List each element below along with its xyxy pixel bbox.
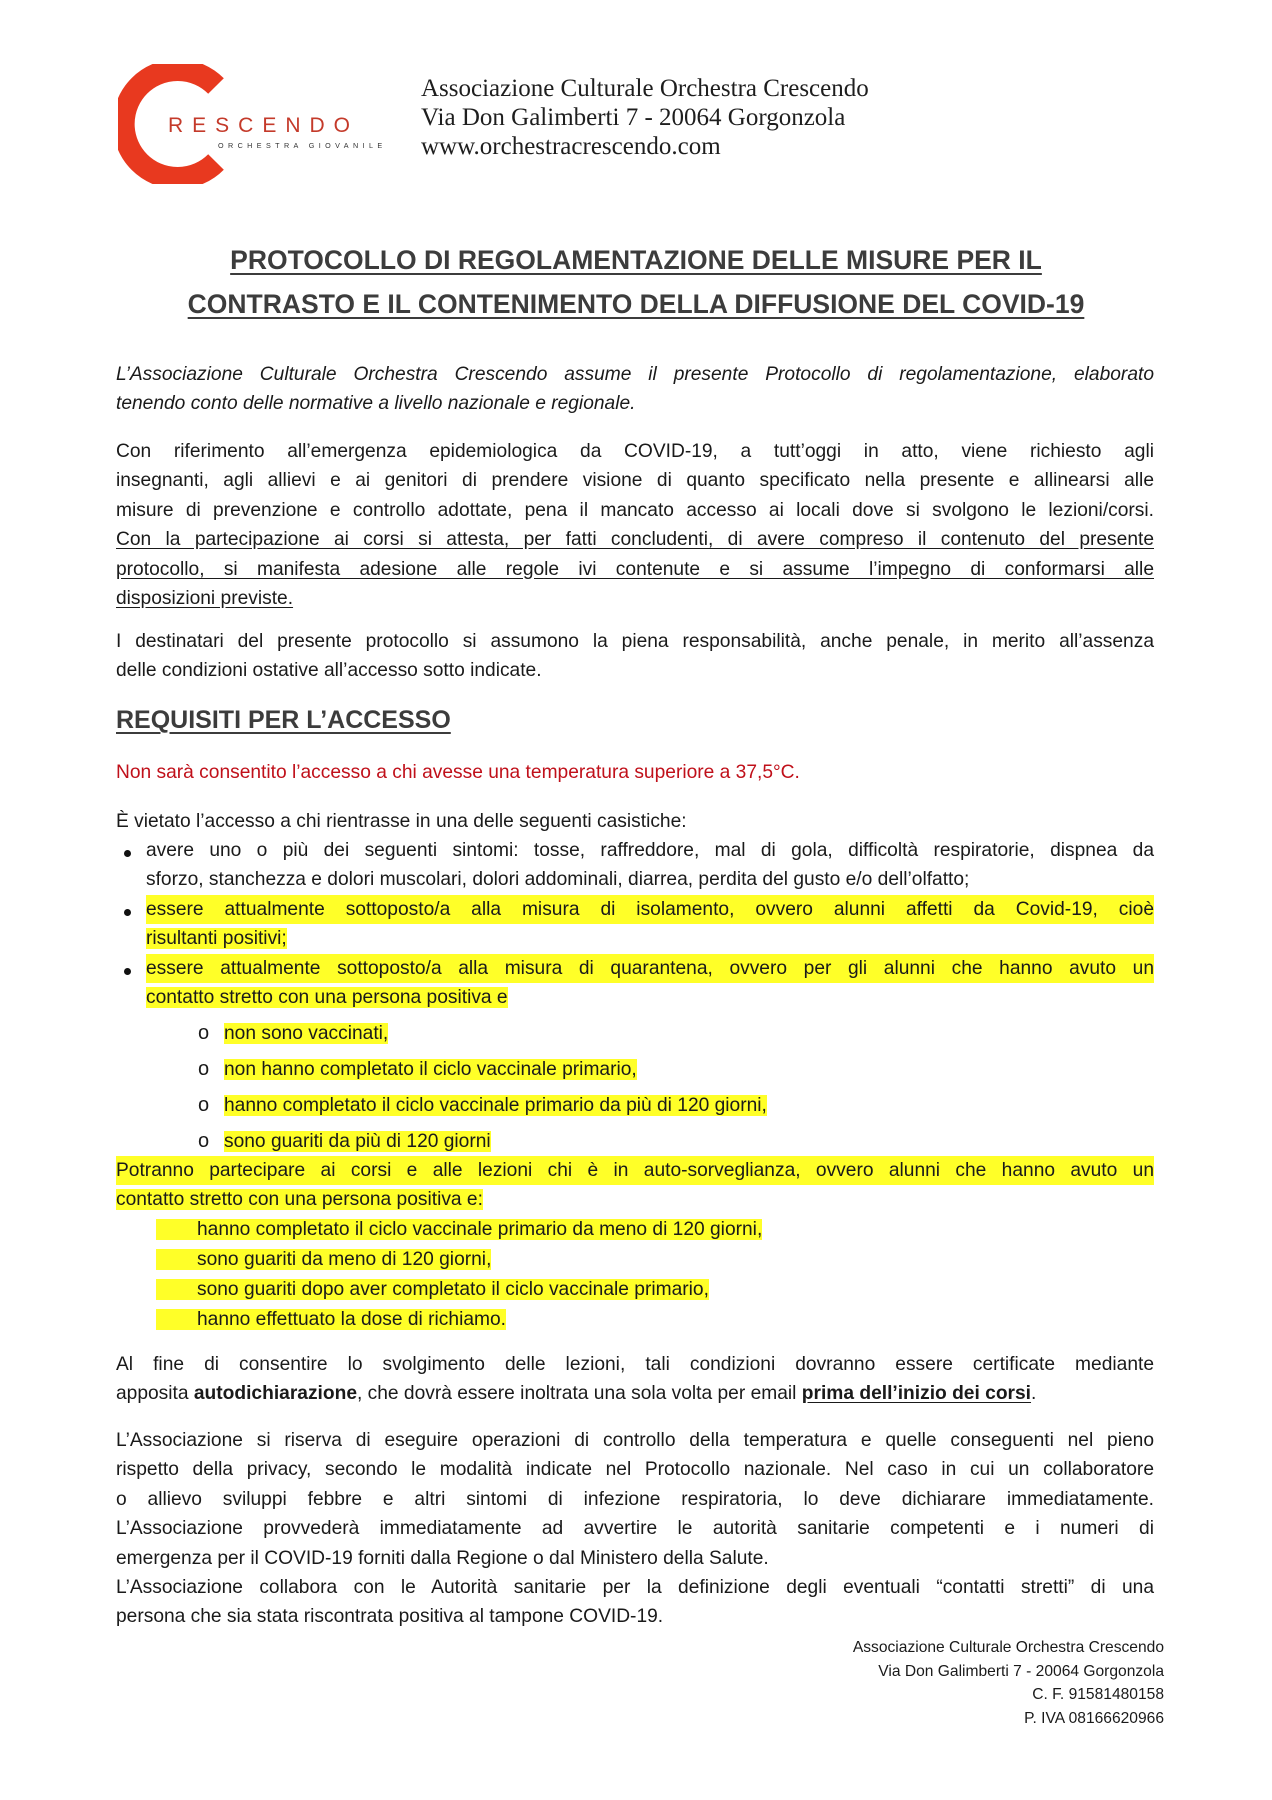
- paragraph-line: delle condizioni ostative all’accesso sotto indicate.: [116, 660, 542, 682]
- paragraph-line: misure di prevenzione e controllo adottate, pena il mancato accesso ai locali dove si svolgono le lezioni/corsi.: [116, 499, 1154, 521]
- sub-bullet-text: sono guariti da più di 120 giorni: [224, 1131, 491, 1152]
- paragraph-line-underlined: disposizioni previste.: [116, 588, 294, 610]
- title-line-1: PROTOCOLLO DI REGOLAMENTAZIONE DELLE MISURE PER IL: [230, 245, 1042, 275]
- logo-letters: RESCENDO: [168, 114, 360, 137]
- paragraph-line-underlined: Con la partecipazione ai corsi si attesta, per fatti concludenti, di avere compreso il contenuto del presente: [116, 529, 1154, 551]
- crescendo-logo: [118, 64, 398, 184]
- paragraph-line: Con riferimento all’emergenza epidemiologica da COVID-19, a tutt’oggi in atto, viene richiesto agli: [116, 441, 1154, 462]
- autodichiarazione-text: autodichiarazione: [193, 1383, 357, 1405]
- temperature-warning: Non sarà consentito l’accesso a chi avesse una temperatura superiore a 37,5°C.: [116, 762, 800, 783]
- header-website: www.orchestracrescendo.com: [421, 133, 721, 160]
- paragraph-line: emergenza per il COVID-19 forniti dalla Regione o dal Ministero della Salute.: [116, 1547, 769, 1569]
- paragraph-line: L’Associazione collabora con le Autorità sanitarie per la definizione degli eventuali “contatti stretti” di una: [116, 1577, 1154, 1599]
- header-address: [421, 74, 869, 161]
- footer-piva: P. IVA 08166620966: [1024, 1709, 1164, 1727]
- section-title: REQUISITI PER L’ACCESSO: [116, 706, 451, 734]
- allowed-bullet-text: sono guariti da meno di 120 giorni,: [156, 1249, 491, 1270]
- sub-bullet-marker: o: [198, 1094, 210, 1116]
- sub-bullet-text: hanno completato il ciclo vaccinale primario da più di 120 giorni,: [224, 1095, 767, 1116]
- header-org-name: Associazione Culturale Orchestra Crescendo: [421, 75, 869, 102]
- bullet-dot: [124, 909, 131, 916]
- paragraph-line: insegnanti, agli allievi e ai genitori di prendere visione di quanto specificato nella presente e allinearsi alle: [116, 470, 1154, 492]
- intro-line: tenendo conto delle normative a livello nazionale e regionale.: [116, 393, 636, 415]
- allowed-text: contatto stretto con una persona positiva e:: [116, 1189, 483, 1210]
- paragraph-line-underlined: protocollo, si manifesta adesione alle regole ivi contenute e si assume l’impegno di conformarsi alle: [116, 558, 1154, 580]
- sub-bullet-text: non sono vaccinati,: [224, 1023, 389, 1044]
- allowed-bullet-text: sono guariti dopo aver completato il ciclo vaccinale primario,: [156, 1279, 709, 1300]
- allowed-text: Potranno partecipare ai corsi e alle lezioni chi è in auto-sorveglianza, ovvero alunni che hanno avuto un: [116, 1156, 1154, 1185]
- bullet-dot: [124, 850, 131, 857]
- footer-street: Via Don Galimberti 7 - 20064 Gorgonzola: [878, 1662, 1164, 1680]
- paragraph-line: L’Associazione provvederà immediatamente ad avvertire le autorità sanitarie competenti e i numeri di: [116, 1518, 1154, 1540]
- logo-subtitle: ORCHESTRA GIOVANILE: [218, 141, 387, 150]
- footer-org: Associazione Culturale Orchestra Crescendo: [852, 1639, 1164, 1656]
- bullet-text-highlighted: essere attualmente sottoposto/a alla misura di quarantena, ovvero per gli alunni che hanno avuto un: [146, 954, 1154, 983]
- paragraph-line: rispetto della privacy, secondo le modalità indicate nel Protocollo nazionale. Nel caso in cui un collaboratore: [116, 1459, 1154, 1481]
- allowed-bullet-text: hanno completato il ciclo vaccinale primario da meno di 120 giorni,: [156, 1219, 762, 1240]
- sub-bullet-marker: o: [198, 1022, 210, 1044]
- paragraph-line: Al fine di consentire lo svolgimento delle lezioni, tali condizioni dovranno essere certificate mediante: [116, 1354, 1154, 1375]
- control-paragraph: [116, 1426, 1154, 1632]
- paragraph-line: I destinatari del presente protocollo si assumono la piena responsabilità, anche penale, in merito all’assenza: [116, 631, 1154, 652]
- emergency-paragraph: [116, 437, 1154, 613]
- responsibility-paragraph: [116, 627, 1154, 686]
- title-line-2: CONTRASTO E IL CONTENIMENTO DELLA DIFFUSIONE DEL COVID-19: [187, 289, 1085, 319]
- paragraph-line: L’Associazione si riserva di eseguire operazioni di controllo della temperatura e quelle conseguenti nel pieno: [116, 1430, 1154, 1451]
- sub-bullet-marker: o: [198, 1130, 210, 1152]
- bullet-dot: [124, 968, 131, 975]
- paragraph-line: persona che sia stata riscontrata positiva al tampone COVID-19.: [116, 1606, 664, 1628]
- bullet-text: avere uno o più dei seguenti sintomi: tosse, raffreddore, mal di gola, difficoltà respiratorie, dispnea da: [146, 840, 1154, 861]
- forbidden-intro: È vietato l’accesso a chi rientrasse in una delle seguenti casistiche:: [116, 811, 687, 832]
- bullet-text-highlighted: essere attualmente sottoposto/a alla misura di isolamento, ovvero alunni affetti da Covid-19, cioè: [146, 895, 1154, 924]
- bullet-text-highlighted: contatto stretto con una persona positiva e: [146, 987, 508, 1008]
- certification-paragraph: [116, 1350, 1154, 1409]
- paragraph-line: apposita autodichiarazione, che dovrà essere inoltrata una sola volta per email prima dell’inizio dei corsi.: [116, 1383, 1037, 1405]
- deadline-text: prima dell’inizio dei corsi: [801, 1383, 1032, 1405]
- header-street: Via Don Galimberti 7 - 20064 Gorgonzola: [421, 104, 846, 131]
- footer-address: [853, 1636, 1164, 1730]
- intro-line: L’Associazione Culturale Orchestra Crescendo assume il presente Protocollo di regolamentazione, elaborato: [116, 364, 1154, 385]
- bullet-text-highlighted: risultanti positivi;: [146, 928, 287, 949]
- sub-bullet-text: non hanno completato il ciclo vaccinale primario,: [224, 1059, 637, 1080]
- footer-cf: C. F. 91581480158: [1032, 1686, 1164, 1703]
- document-title: [60, 238, 1212, 326]
- sub-bullet-marker: o: [198, 1058, 210, 1080]
- intro-paragraph: [116, 360, 1154, 419]
- bullet-text: sforzo, stanchezza e dolori muscolari, dolori addominali, diarrea, perdita del gusto e/o dell’olfatto;: [146, 869, 970, 890]
- allowed-bullet-text: hanno effettuato la dose di richiamo.: [156, 1309, 506, 1330]
- paragraph-line: o allievo sviluppi febbre e altri sintomi di infezione respiratoria, lo deve dichiarare immediatamente.: [116, 1488, 1154, 1510]
